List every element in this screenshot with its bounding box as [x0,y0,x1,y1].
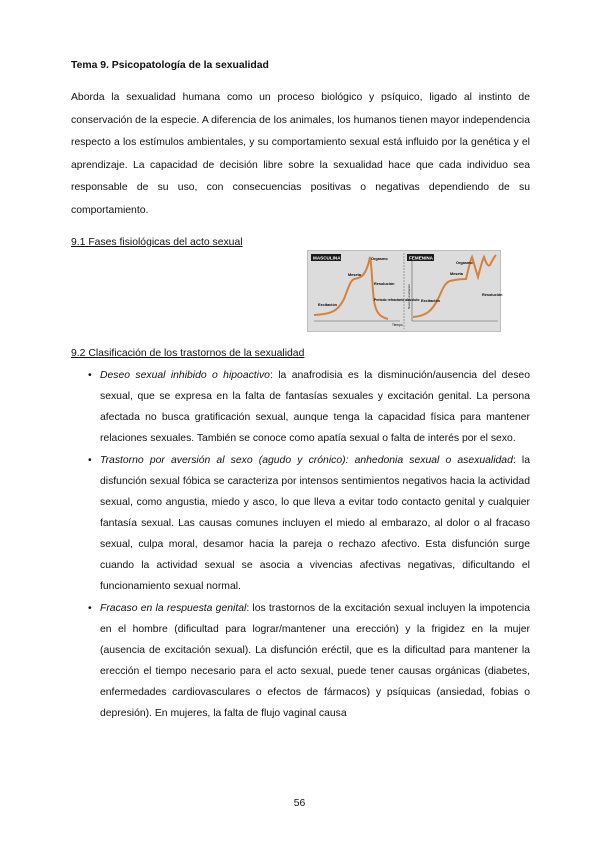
disorder-list [71,365,530,724]
item-text: : la anafrodisia es la disminución/ausencia del deseo sexual, que se expresa en la falta de fantasías sexuales y excitación genital. La persona afectada no busca gratificación sexual, aunque tenga la capacidad física para mantener relaciones sexuales. También se conoce como apatía sexual o falta de interés por el sexo. [100,369,530,444]
section-heading-clasificacion: 9.2 Clasificación de los trastornos de la sexualidad [71,347,305,359]
male-refractory-label: Periodo refractario absoluto [374,297,420,302]
female-response-curve [413,255,496,317]
list-item [71,365,530,449]
bullet-icon: • [88,602,92,614]
document-page [71,60,530,725]
item-text: : los trastornos de la excitación sexual incluyen la impotencia en el hombre (dificultad para lograr/mantener una erección) y la frigidez en la mujer (ausencia de excitación sexual). La disfunción eréctil, que es la dificultad para mantener la erección el tiempo necesario para el acto sexual, puede tener causas orgánicas (diabetes, enfermedades cardiovasculares o efectos de fármacos) y psíquicas (ansiedad, fobias o depresión). En mujeres, la falta de flujo vaginal causa [100,602,530,719]
male-label: MASCULINA [313,255,341,261]
response-curves-svg [308,251,503,331]
female-label: FEMENINA [409,255,433,261]
female-excitation-label: Excitación [421,298,440,303]
intro-paragraph: Aborda la sexualidad humana como un proceso biológico y psíquico, ligado al instinto de conservación de la especie. A diferencia de los animales, los humanos tienen mayor independencia respecto a los estímulos ambientales, y su comportamiento sexual está influido por la genética y el aprendizaje. La capacidad de decisión libre sobre la sexualidad hace que cada individuo sea responsable de su uso, con consecuencias positivas o negativas dependiendo de su comportamiento. [71,92,530,216]
female-orgasm-label: Orgasmo [456,260,473,265]
page-number: 56 [293,798,306,809]
male-resolution-label: Resolución [374,281,395,286]
bullet-icon: • [88,369,92,381]
item-text: : la disfunción sexual fóbica se caracteriza por intensos sentimientos negativos hacia la actividad sexual, como angustia, miedo y asco, lo que lleva a evitar todo contacto genital y cualquier fantasía sexual. Las causas comunes incluyen el miedo al embarazo, al dolor o al fracaso sexual, culpa moral, desamor hacia la pareja o rechazo afectivo. Esta disfunción surge cuando la actividad sexual se asocia a vivencias afectivas negativas, dificultando el funcionamiento sexual normal. [100,454,530,592]
x-axis-label: Tiempo [392,322,403,327]
female-plateau-label: Meseta [450,271,463,276]
section-heading-fases: 9.1 Fases fisiológicas del acto sexual [71,236,243,248]
item-term: Fracaso en la respuesta genital [100,602,247,614]
item-term: Trastorno por aversión al sexo (agudo y crónico): anhedonia sexual o asexualidad [100,454,513,466]
page-title: Tema 9. Psicopatología de la sexualidad [71,60,269,71]
female-resolution-label: Resolución [482,292,503,297]
y-axis-label: Nivel de excitación [407,283,411,309]
sexual-response-figure [307,250,501,332]
item-term: Deseo sexual inhibido o hipoactivo [100,369,270,381]
male-response-curve [314,257,388,319]
figure-row [71,250,530,336]
male-orgasm-label: Orgasmo [371,256,388,261]
bullet-icon: • [88,454,92,466]
male-excitation-label: Excitación [318,302,337,307]
list-item [71,450,530,597]
list-item [71,598,530,724]
male-plateau-label: Meseta [348,272,361,277]
